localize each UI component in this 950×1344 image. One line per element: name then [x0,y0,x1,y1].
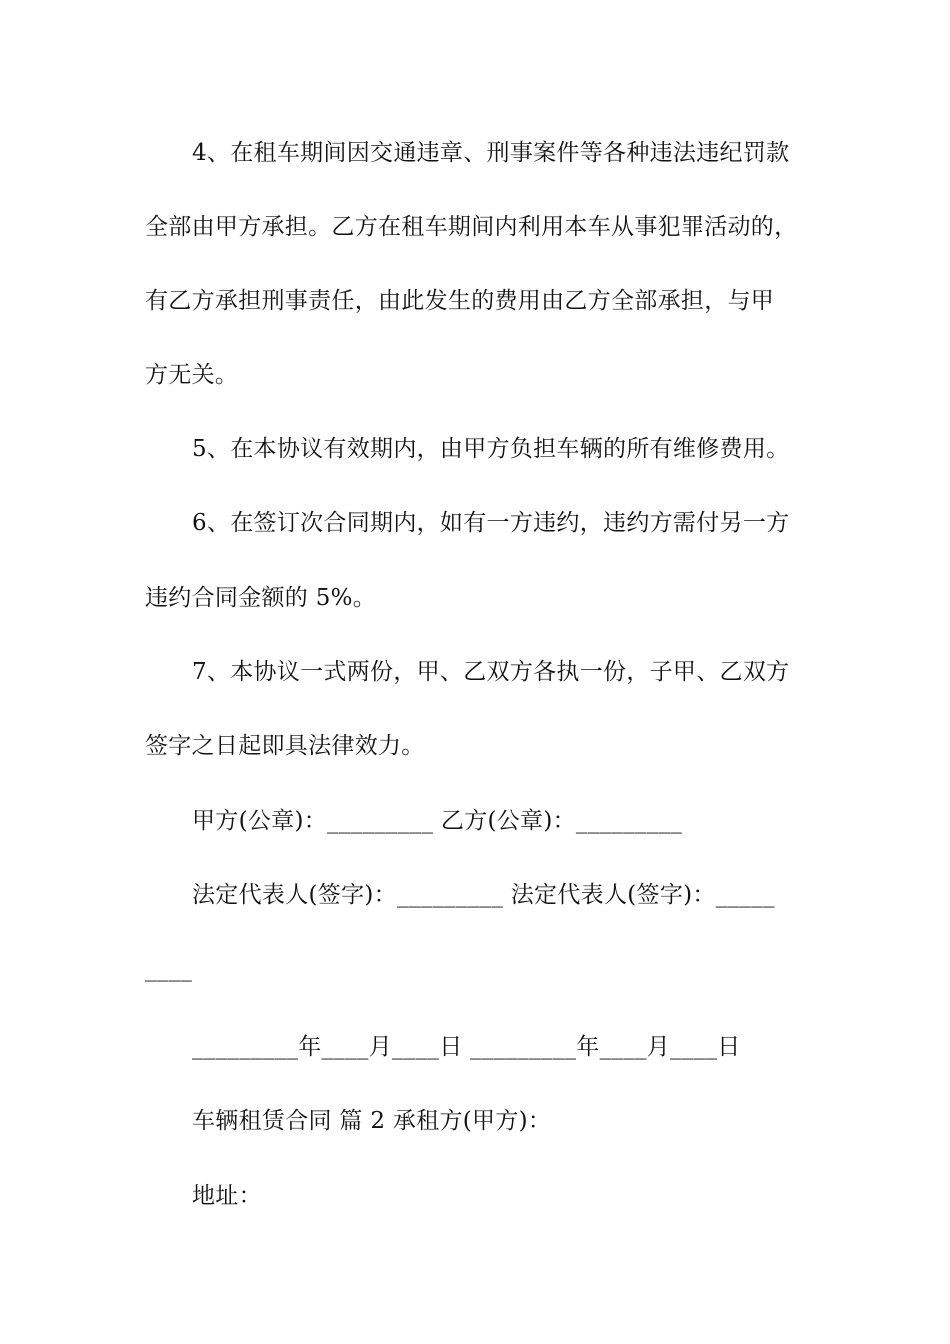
paragraph-clause-4-line-3: 有乙方承担刑事责任，由此发生的费用由乙方全部承担，与甲 [145,288,775,314]
signature-seal-line: 甲方(公章)：_________ 乙方(公章)：_________ [192,808,683,834]
paragraph-clause-4-line-4: 方无关。 [145,362,239,388]
paragraph-clause-4-line-2: 全部由甲方承担。乙方在租车期间内利用本车从事犯罪活动的， [145,214,798,240]
paragraph-clause-6-line-2: 违约合同金额的 5%。 [145,585,377,611]
paragraph-clause-7-line-2: 签字之日起即具法律效力。 [145,733,425,759]
address-label: 地址： [192,1183,262,1209]
paragraph-clause-7-line-1: 7、本协议一式两份，甲、乙双方各执一份，子甲、乙双方 [192,659,790,685]
signature-representative-line-wrap: ____ [145,956,193,982]
paragraph-clause-6-line-1: 6、在签订次合同期内，如有一方违约，违约方需付另一方 [192,510,790,536]
section-heading-contract-2: 车辆租赁合同 篇 2 承租方(甲方)： [192,1108,552,1134]
paragraph-clause-4-line-1: 4、在租车期间因交通违章、刑事案件等各种违法违纪罚款 [192,140,790,166]
signature-representative-line: 法定代表人(签字)：_________ 法定代表人(签字)：_____ [192,882,775,908]
signature-date-line: _________年____月____日 _________年____月____日 [192,1034,741,1060]
paragraph-clause-5: 5、在本协议有效期内，由甲方负担车辆的所有维修费用。 [192,436,790,462]
